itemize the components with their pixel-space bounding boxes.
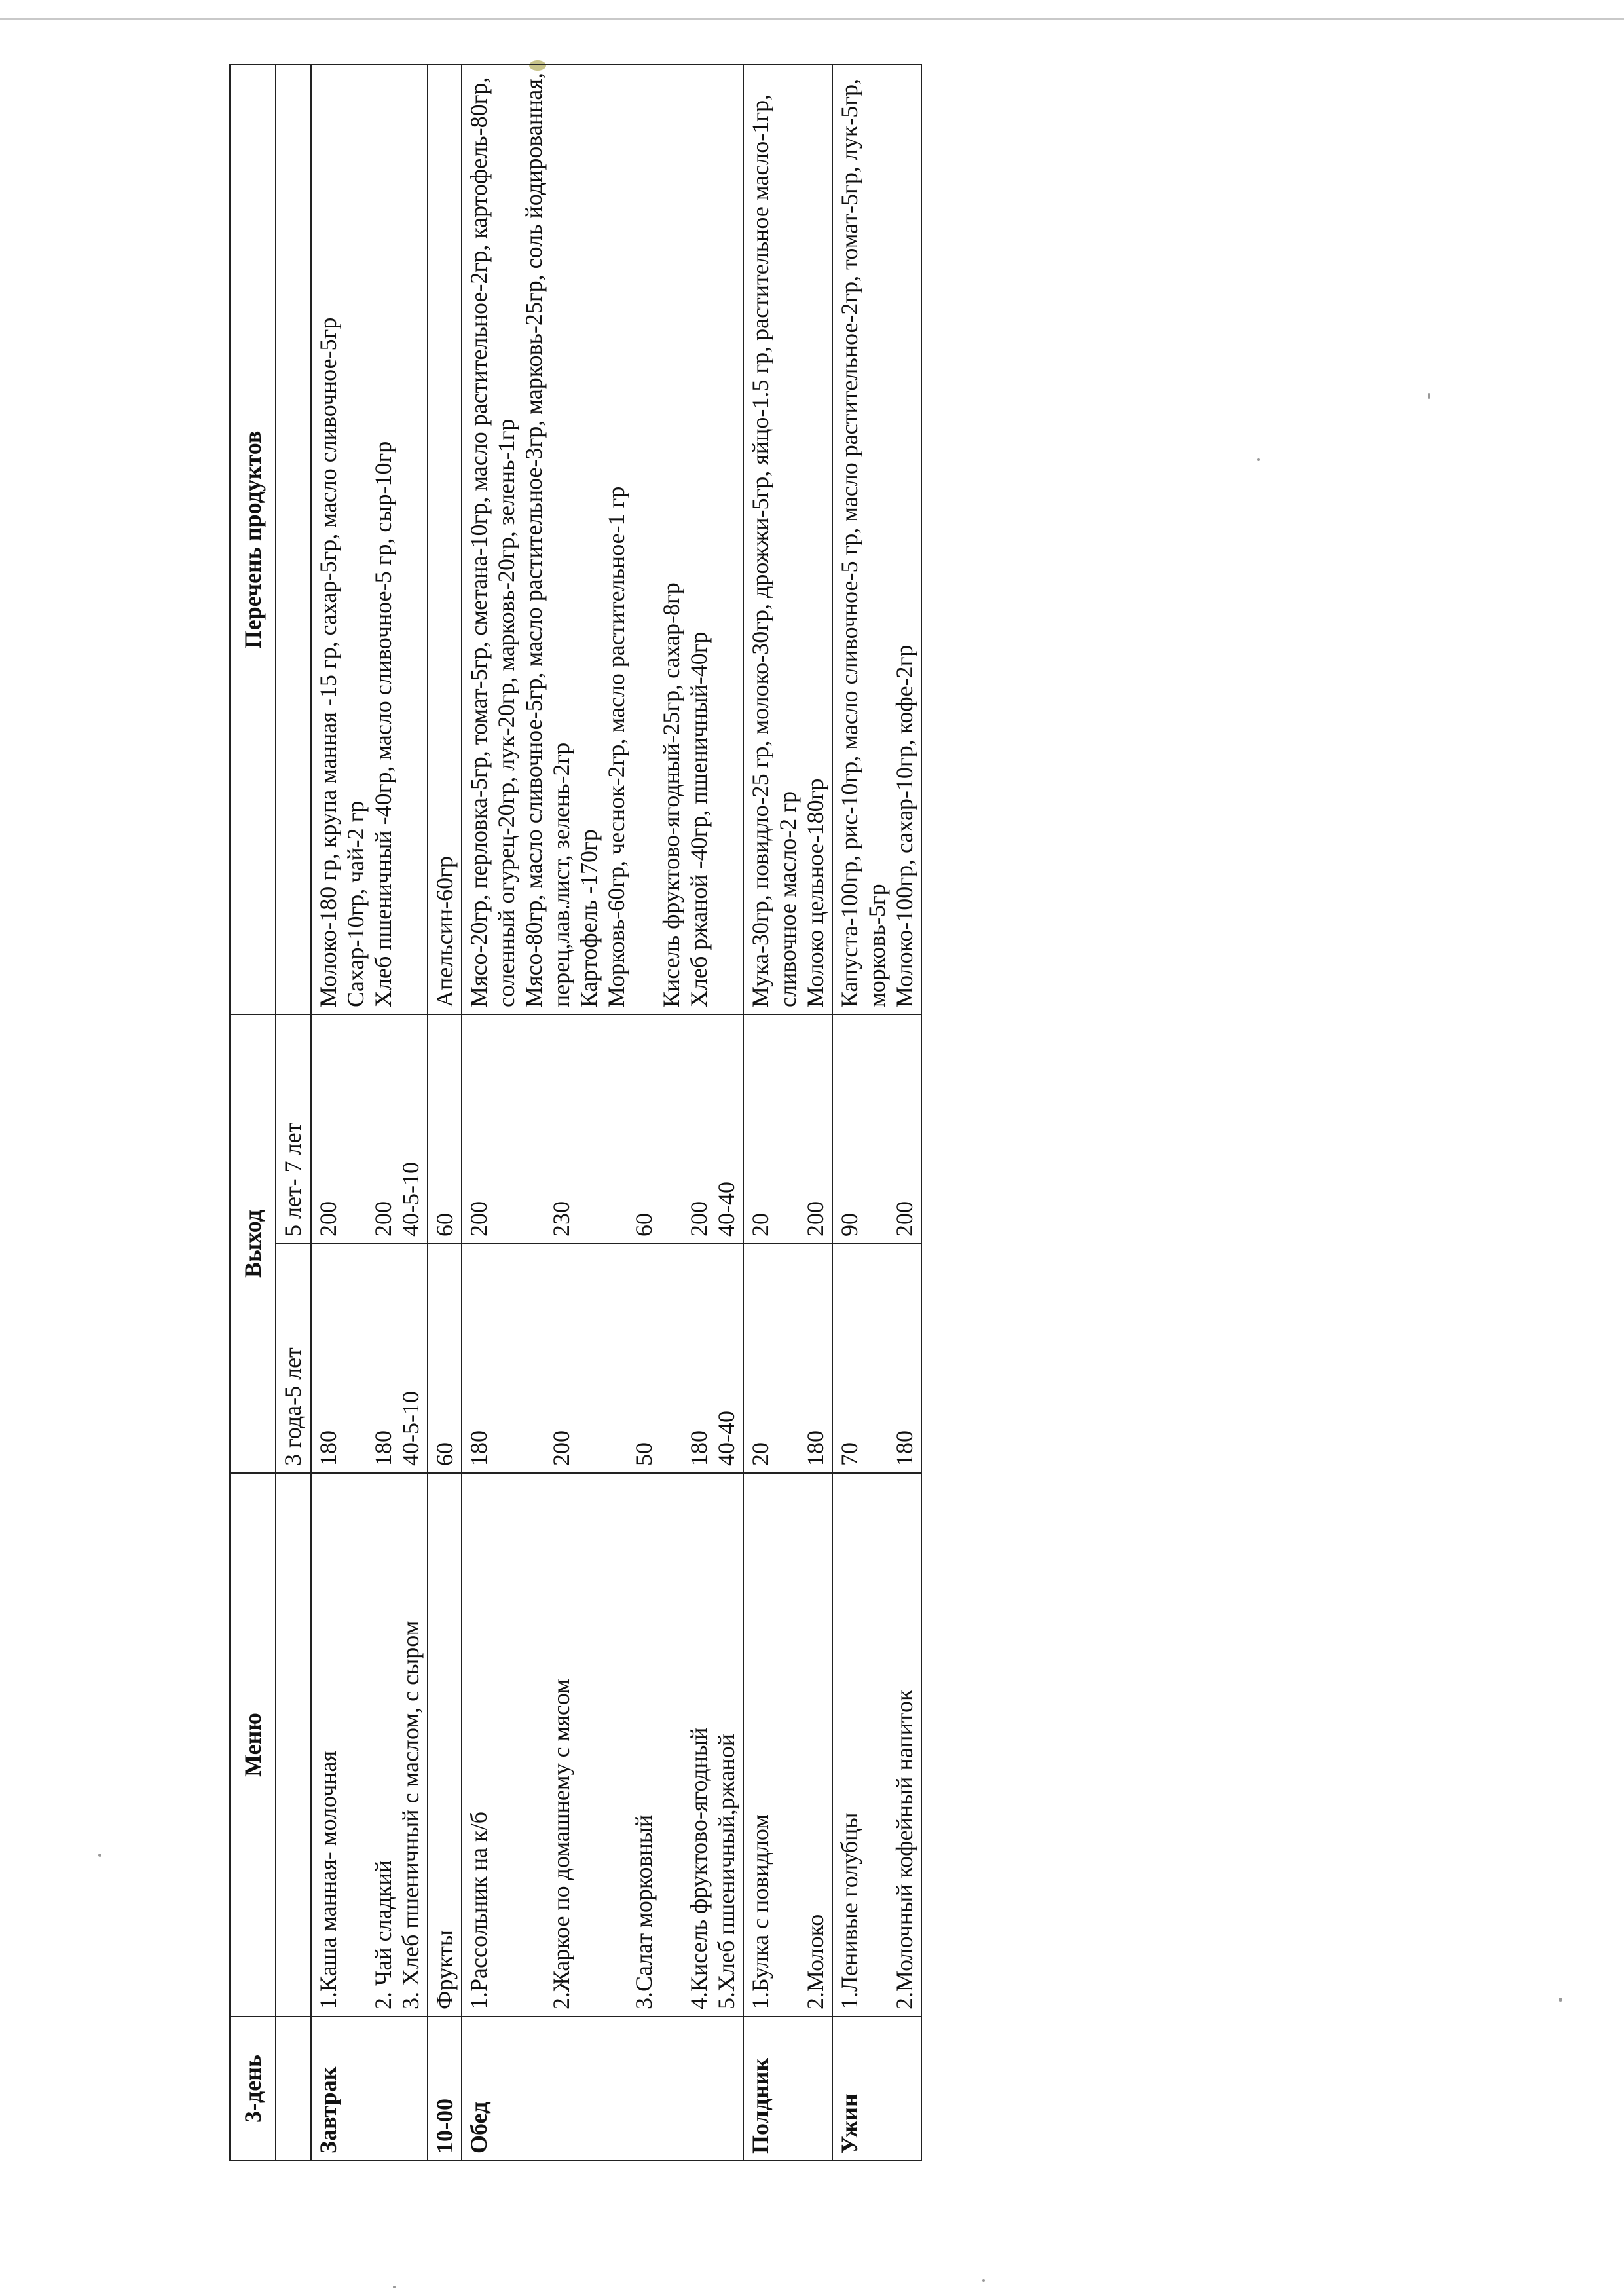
scan-speck	[1257, 458, 1260, 461]
meal-name: Ужин	[832, 2017, 921, 2161]
output-value	[602, 1251, 630, 1466]
output-value: 180	[466, 1430, 492, 1466]
menu-table	[229, 64, 922, 2161]
table-row	[462, 65, 743, 2161]
scan-speck	[98, 1854, 101, 1857]
output-value	[774, 1251, 802, 1466]
output-value	[774, 1022, 802, 1237]
dish-item	[774, 1480, 802, 2009]
dish-list	[428, 1473, 462, 2017]
product-list	[462, 65, 743, 1015]
output-value	[342, 1022, 369, 1237]
output-value	[492, 1251, 520, 1466]
product-item: Молоко-180 гр, крупа манная -15 гр, сахар-5гр, масло сливочное-5гр	[315, 317, 341, 1007]
output-3-5	[428, 1244, 462, 1473]
output-value	[575, 1251, 602, 1466]
dish-item: 2.Молоко	[802, 1914, 828, 2009]
scan-edge-line	[0, 18, 1624, 20]
output-value: 70	[836, 1442, 862, 1466]
output-value: 180	[802, 1430, 828, 1466]
header-output: Выход	[230, 1015, 276, 1473]
output-value	[863, 1022, 891, 1237]
output-value	[657, 1022, 685, 1237]
dish-item: 1.Булка с повидлом	[747, 1814, 773, 2009]
dish-item: 2.Жаркое по домашнему с мясом	[548, 1679, 574, 2009]
dish-item: 1.Ленивые голубцы	[836, 1812, 862, 2009]
table-row	[311, 65, 428, 2161]
product-item: Картофель -170гр	[576, 829, 602, 1007]
header-day: 3-день	[230, 2017, 276, 2161]
output-3-5	[743, 1244, 832, 1473]
dish-item	[342, 1480, 369, 2009]
output-value: 40-5-10	[397, 1391, 424, 1466]
output-value	[602, 1022, 630, 1237]
output-value: 230	[548, 1201, 574, 1237]
output-value: 180	[315, 1430, 341, 1466]
dish-list	[832, 1473, 921, 2017]
output-value	[575, 1022, 602, 1237]
table-row	[832, 65, 921, 2161]
product-item: Сахар-10гр, чай-2 гр	[342, 800, 369, 1007]
output-value	[520, 1251, 547, 1466]
output-value: 60	[432, 1442, 458, 1466]
dish-item: 3. Хлеб пшеничный с маслом, с сыром	[397, 1620, 424, 2009]
output-value: 60	[631, 1213, 657, 1237]
output-value: 200	[315, 1201, 341, 1237]
dish-item	[575, 1480, 602, 2009]
output-value: 40-40	[713, 1182, 739, 1237]
dish-item	[657, 1480, 685, 2009]
output-value	[863, 1251, 891, 1466]
product-item: Кисель фруктово-ягодный-25гр, сахар-8гр	[658, 582, 684, 1007]
output-value: 200	[370, 1201, 396, 1237]
output-value: 20	[747, 1442, 773, 1466]
output-5-7	[462, 1015, 743, 1244]
scan-speck	[982, 2279, 985, 2282]
meal-name: Обед	[462, 2017, 743, 2161]
product-item: Хлеб пшеничный -40гр, масло сливочное-5 гр, сыр-10гр	[370, 441, 396, 1007]
output-value: 180	[891, 1430, 917, 1466]
output-value	[342, 1251, 369, 1466]
dish-item: 4.Кисель фруктово-ягодный	[686, 1727, 712, 2009]
output-value: 40-40	[713, 1411, 739, 1466]
product-item: Апельсин-60гр	[432, 856, 458, 1007]
dish-item: 3.Салат морковный	[631, 1814, 657, 2009]
output-value: 20	[747, 1213, 773, 1237]
scan-speck	[1428, 393, 1430, 399]
product-item: Мука-30гр, повидло-25 гр, молоко-30гр, дрожжи-5гр, яйцо-1.5 гр, растительное масло-1гр, сливочное масло-2 гр	[747, 94, 801, 1007]
subheader-empty	[276, 1473, 311, 2017]
output-5-7	[743, 1015, 832, 1244]
rotated-table-container	[229, 65, 1146, 2161]
product-list	[311, 65, 428, 1015]
dish-item: Фрукты	[432, 1930, 458, 2009]
product-item: Молоко цельное-180гр	[802, 778, 828, 1007]
output-5-7	[428, 1015, 462, 1244]
output-5-7	[832, 1015, 921, 1244]
product-item: Морковь-60гр, чеснок-2гр, масло растительное-1 гр	[603, 486, 629, 1007]
meal-name: Полдник	[743, 2017, 832, 2161]
output-value	[520, 1022, 547, 1237]
dish-item: 2.Молочный кофейный напиток	[891, 1689, 917, 2009]
output-value: 180	[370, 1430, 396, 1466]
output-value: 180	[686, 1430, 712, 1466]
subheader-row	[276, 65, 311, 2161]
output-5-7	[311, 1015, 428, 1244]
subheader-empty	[276, 65, 311, 1015]
dish-list	[743, 1473, 832, 2017]
output-3-5	[832, 1244, 921, 1473]
output-value: 200	[548, 1430, 574, 1466]
header-row	[230, 65, 276, 2161]
product-list	[832, 65, 921, 1015]
product-item: Капуста-100гр, рис-10гр, масло сливочное-5 гр, масло растительное-2гр, томат-5гр, лук-5гр, морковь-5гр	[836, 78, 890, 1007]
table-row	[743, 65, 832, 2161]
product-item: Мясо-20гр, перловка-5гр, томат-5гр, сметана-10гр, масло растительное-2гр, картофель-80гр, соленный огурец-20гр, лук-20гр, марковь-20гр, зелень-1гр	[466, 77, 519, 1007]
meal-name: 10-00	[428, 2017, 462, 2161]
output-3-5	[311, 1244, 428, 1473]
output-value: 60	[432, 1213, 458, 1237]
dish-item: 5.Хлеб пшеничный,ржаной	[713, 1734, 739, 2009]
header-products: Перечень продуктов	[230, 65, 276, 1015]
product-list	[428, 65, 462, 1015]
dish-list	[462, 1473, 743, 2017]
output-value: 50	[631, 1442, 657, 1466]
product-item	[630, 72, 657, 1007]
scan-speck	[393, 2286, 396, 2288]
dish-item: 1.Каша манная- молочная	[315, 1750, 341, 2009]
subheader-empty	[276, 2017, 311, 2161]
subheader-age-5-7: 5 лет- 7 лет	[276, 1015, 311, 1244]
output-value: 90	[836, 1213, 862, 1237]
scan-speck	[1559, 1998, 1562, 2002]
dish-item	[602, 1480, 630, 2009]
output-value	[492, 1022, 520, 1237]
table-row	[428, 65, 462, 2161]
dish-list	[311, 1473, 428, 2017]
output-value: 200	[891, 1201, 917, 1237]
header-menu: Меню	[230, 1473, 276, 2017]
product-list	[743, 65, 832, 1015]
dish-item: 2. Чай сладкий	[370, 1860, 396, 2009]
dish-item: 1.Рассольник на к/б	[466, 1812, 492, 2009]
output-value: 40-5-10	[397, 1162, 424, 1237]
meal-name: Завтрак	[311, 2017, 428, 2161]
product-item: Мясо-80гр, масло сливочное-5гр, масло растительное-3гр, марковь-25гр, соль йодированная, перец,лав.лист, зелень-2гр	[521, 73, 574, 1007]
output-value: 200	[686, 1201, 712, 1237]
dish-item	[863, 1480, 891, 2009]
product-item: Молоко-100гр, сахар-10гр, кофе-2гр	[891, 644, 917, 1007]
subheader-age-3-5: 3 года-5 лет	[276, 1244, 311, 1473]
output-value: 200	[466, 1201, 492, 1237]
output-3-5	[462, 1244, 743, 1473]
dish-item	[520, 1480, 547, 2009]
output-value	[657, 1251, 685, 1466]
product-item: Хлеб ржаной -40гр, пшеничный-40гр	[686, 631, 712, 1007]
output-value: 200	[802, 1201, 828, 1237]
dish-item	[492, 1480, 520, 2009]
